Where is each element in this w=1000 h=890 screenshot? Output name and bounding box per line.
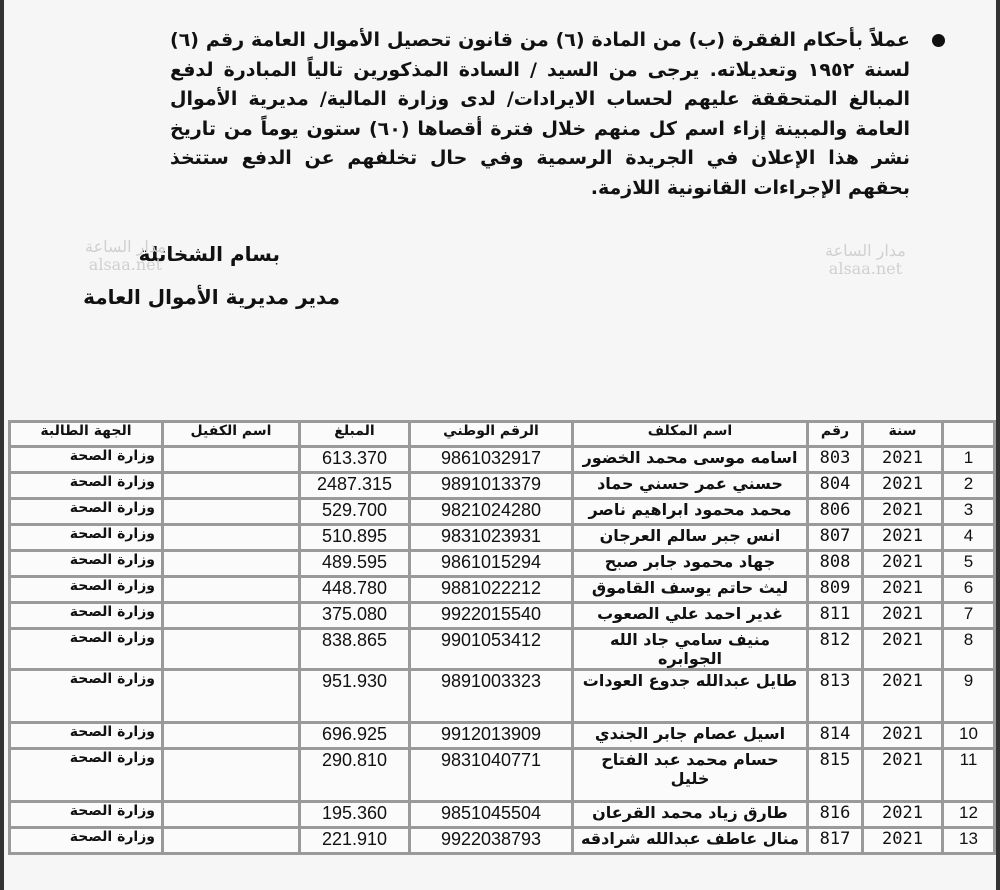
cell-amount: 195.360	[300, 802, 410, 828]
cell-year: 2021	[863, 447, 943, 473]
cell-guarantor	[163, 551, 300, 577]
notice-paragraph: عملاً بأحكام الفقرة (ب) من المادة (٦) من قانون تحصيل الأموال العامة رقم (٦) لسنة ١٩٥٢ وتعديلاته. يرجى من السيد / السادة المذكورين تالياً المبادرة لدفع المبالغ المتحققة عليهم لحساب الايرادات/ لدى وزارة المالية/ مديرية الأموال العامة والمبينة إزاء اسم كل منهم خلال فترة أقصاها (٦٠) ستون يوماً من تاريخ نشر هذا الإعلان في الجريدة الرسمية وفي حال تخلفهم عن الدفع ستتخذ بحقهم الإجراءات القانونية اللازمة.	[170, 29, 910, 199]
cell-national-id: 9891013379	[410, 473, 573, 499]
cell-authority: وزارة الصحة	[10, 828, 163, 854]
cell-year: 2021	[863, 629, 943, 670]
cell-guarantor	[163, 447, 300, 473]
cell-national-id: 9821024280	[410, 499, 573, 525]
cell-number: 803	[808, 447, 863, 473]
cell-index: 9	[943, 670, 995, 723]
table-row	[10, 447, 995, 473]
cell-number: 804	[808, 473, 863, 499]
cell-amount: 838.865	[300, 629, 410, 670]
cell-amount: 489.595	[300, 551, 410, 577]
cell-guarantor	[163, 749, 300, 802]
cell-name: انس جبر سالم العرجان	[573, 525, 808, 551]
cell-year: 2021	[863, 473, 943, 499]
page-border-left	[0, 0, 4, 890]
bullet-icon	[932, 34, 945, 47]
table-row	[10, 629, 995, 670]
signatory-title: مدير مديرية الأموال العامة	[83, 285, 340, 309]
table-row	[10, 499, 995, 525]
cell-year: 2021	[863, 723, 943, 749]
cell-name: اسامه موسى محمد الخضور	[573, 447, 808, 473]
cell-name: منال عاطف عبدالله شرادقه	[573, 828, 808, 854]
cell-name: طايل عبدالله جدوع العودات	[573, 670, 808, 723]
cell-index: 12	[943, 802, 995, 828]
cell-index: 6	[943, 577, 995, 603]
watermark-latin: alsaa.net	[88, 255, 163, 274]
cell-guarantor	[163, 577, 300, 603]
cell-year: 2021	[863, 670, 943, 723]
cell-authority: وزارة الصحة	[10, 603, 163, 629]
cell-amount: 529.700	[300, 499, 410, 525]
cell-national-id: 9831040771	[410, 749, 573, 802]
cell-national-id: 9881022212	[410, 577, 573, 603]
cell-authority: وزارة الصحة	[10, 473, 163, 499]
cell-year: 2021	[863, 551, 943, 577]
cell-year: 2021	[863, 802, 943, 828]
cell-amount: 951.930	[300, 670, 410, 723]
cell-name: منيف سامي جاد الله الجوابره	[573, 629, 808, 670]
cell-index: 3	[943, 499, 995, 525]
debtors-table	[8, 420, 996, 855]
cell-amount: 613.370	[300, 447, 410, 473]
header-national-id: الرقم الوطني	[410, 422, 573, 447]
cell-index: 1	[943, 447, 995, 473]
cell-number: 816	[808, 802, 863, 828]
table-row	[10, 802, 995, 828]
table-row	[10, 828, 995, 854]
cell-authority: وزارة الصحة	[10, 723, 163, 749]
cell-number: 811	[808, 603, 863, 629]
cell-national-id: 9922015540	[410, 603, 573, 629]
cell-year: 2021	[863, 828, 943, 854]
cell-number: 813	[808, 670, 863, 723]
cell-guarantor	[163, 723, 300, 749]
watermark-arabic: مدار الساعة	[825, 241, 906, 260]
cell-national-id: 9922038793	[410, 828, 573, 854]
cell-name: اسيل عصام جابر الجندي	[573, 723, 808, 749]
cell-guarantor	[163, 525, 300, 551]
cell-national-id: 9851045504	[410, 802, 573, 828]
cell-authority: وزارة الصحة	[10, 499, 163, 525]
cell-index: 2	[943, 473, 995, 499]
cell-guarantor	[163, 629, 300, 670]
watermark-arabic: مدار الساعة	[85, 237, 166, 256]
cell-index: 8	[943, 629, 995, 670]
cell-authority: وزارة الصحة	[10, 551, 163, 577]
table-row	[10, 551, 995, 577]
cell-national-id: 9901053412	[410, 629, 573, 670]
cell-authority: وزارة الصحة	[10, 749, 163, 802]
cell-national-id: 9891003323	[410, 670, 573, 723]
table-row	[10, 603, 995, 629]
cell-number: 815	[808, 749, 863, 802]
cell-authority: وزارة الصحة	[10, 629, 163, 670]
table-row	[10, 723, 995, 749]
header-amount: المبلغ	[300, 422, 410, 447]
cell-amount: 448.780	[300, 577, 410, 603]
cell-index: 10	[943, 723, 995, 749]
cell-national-id: 9861015294	[410, 551, 573, 577]
cell-authority: وزارة الصحة	[10, 670, 163, 723]
cell-number: 806	[808, 499, 863, 525]
cell-national-id: 9912013909	[410, 723, 573, 749]
cell-guarantor	[163, 802, 300, 828]
cell-index: 11	[943, 749, 995, 802]
cell-name: غدير احمد علي الصعوب	[573, 603, 808, 629]
cell-year: 2021	[863, 499, 943, 525]
header-year: سنة	[863, 422, 943, 447]
cell-number: 817	[808, 828, 863, 854]
cell-number: 807	[808, 525, 863, 551]
watermark	[825, 242, 906, 278]
cell-name: طارق زياد محمد القرعان	[573, 802, 808, 828]
header-index	[943, 422, 995, 447]
page-border-right	[996, 0, 1000, 890]
cell-amount: 510.895	[300, 525, 410, 551]
cell-authority: وزارة الصحة	[10, 577, 163, 603]
cell-national-id: 9831023931	[410, 525, 573, 551]
cell-guarantor	[163, 473, 300, 499]
cell-name: حسام محمد عبد الفتاح خليل	[573, 749, 808, 802]
cell-name: محمد محمود ابراهيم ناصر	[573, 499, 808, 525]
cell-guarantor	[163, 828, 300, 854]
table-row	[10, 749, 995, 802]
cell-number: 809	[808, 577, 863, 603]
cell-authority: وزارة الصحة	[10, 447, 163, 473]
cell-number: 814	[808, 723, 863, 749]
table-header-row	[10, 422, 995, 447]
header-guarantor: اسم الكفيل	[163, 422, 300, 447]
table-row	[10, 473, 995, 499]
header-number: رقم	[808, 422, 863, 447]
cell-amount: 696.925	[300, 723, 410, 749]
cell-amount: 290.810	[300, 749, 410, 802]
cell-authority: وزارة الصحة	[10, 525, 163, 551]
cell-name: حسني عمر حسني حماد	[573, 473, 808, 499]
cell-amount: 2487.315	[300, 473, 410, 499]
header-name: اسم المكلف	[573, 422, 808, 447]
cell-amount: 221.910	[300, 828, 410, 854]
header-authority: الجهة الطالبة	[10, 422, 163, 447]
cell-amount: 375.080	[300, 603, 410, 629]
cell-year: 2021	[863, 749, 943, 802]
cell-name: ليث حاتم يوسف القاموق	[573, 577, 808, 603]
cell-year: 2021	[863, 525, 943, 551]
signatory-name: بسام الشخاتلة	[138, 242, 280, 266]
table-row	[10, 577, 995, 603]
cell-number: 808	[808, 551, 863, 577]
cell-year: 2021	[863, 577, 943, 603]
table-row	[10, 670, 995, 723]
cell-guarantor	[163, 670, 300, 723]
cell-guarantor	[163, 499, 300, 525]
cell-name: جهاد محمود جابر صبح	[573, 551, 808, 577]
cell-national-id: 9861032917	[410, 447, 573, 473]
watermark-latin: alsaa.net	[828, 259, 903, 278]
cell-index: 5	[943, 551, 995, 577]
cell-number: 812	[808, 629, 863, 670]
cell-authority: وزارة الصحة	[10, 802, 163, 828]
cell-index: 4	[943, 525, 995, 551]
cell-index: 13	[943, 828, 995, 854]
cell-guarantor	[163, 603, 300, 629]
cell-index: 7	[943, 603, 995, 629]
cell-year: 2021	[863, 603, 943, 629]
table-row	[10, 525, 995, 551]
